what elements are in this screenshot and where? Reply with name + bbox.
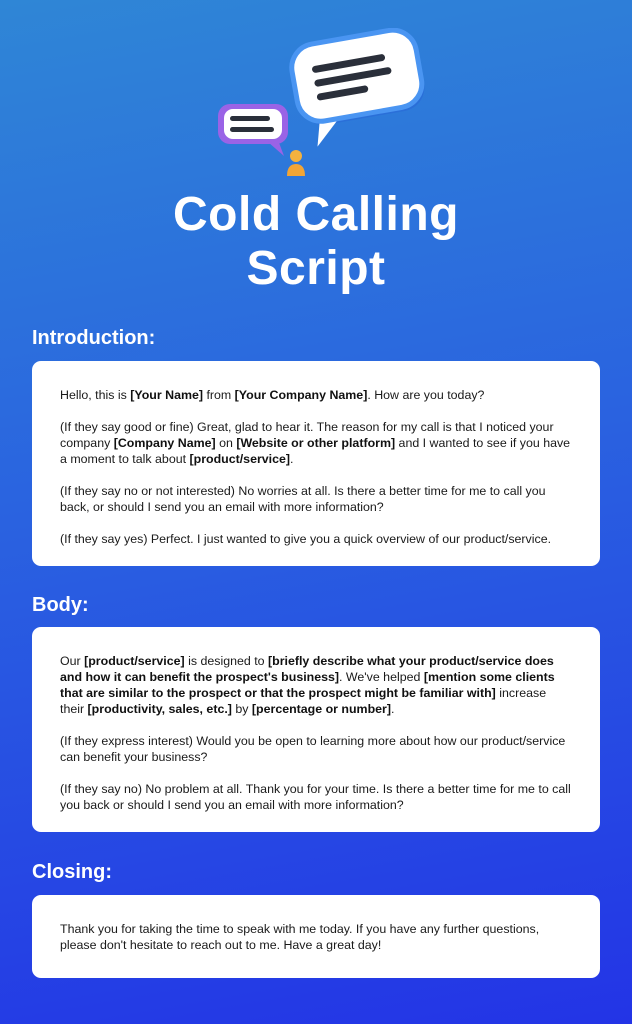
- page-title: [0, 188, 632, 296]
- body-paragraph-1: Our [product/service] is designed to [briefly describe what your product/service does and how it can benefit the prospect's business]. We've helped [mention some clients that are similar to the prospect or that the prospect might be familiar with] increase their [productivity, sales, etc.] by [percentage or number].: [60, 654, 555, 716]
- body-paragraph-3: (If they say no) No problem at all. Thank you for your time. Is there a better time for me to call you back or should I send you an email with more information?: [60, 782, 571, 812]
- closing-heading: Closing:: [32, 861, 112, 883]
- closing-card: [32, 895, 600, 978]
- body-paragraph-2: (If they express interest) Would you be open to learning more about how our product/service can benefit your business?: [60, 734, 566, 764]
- hero-header: [0, 0, 632, 310]
- intro-paragraph-1: Hello, this is [Your Name] from [Your Company Name]. How are you today?: [60, 388, 485, 402]
- title-line-1: Cold Calling: [173, 188, 459, 241]
- closing-paragraph-1: Thank you for taking the time to speak with me today. If you have any further questions, please don't hesitate to reach out to me. Have a great day!: [60, 922, 540, 952]
- body-heading: Body:: [32, 594, 89, 616]
- intro-paragraph-2: (If they say good or fine) Great, glad to hear it. The reason for my call is that I noticed your company [Company Name] on [Website or other platform] and I wanted to see if you have a moment to talk about [product/service].: [60, 420, 571, 466]
- title-line-2: Script: [246, 242, 386, 295]
- chat-bubbles-person-icon: [212, 28, 432, 180]
- body-card: [32, 627, 600, 832]
- intro-paragraph-3: (If they say no or not interested) No worries at all. Is there a better time for me to call you back, or should I send you an email with more information?: [60, 484, 546, 514]
- introduction-card: [32, 361, 600, 566]
- intro-paragraph-4: (If they say yes) Perfect. I just wanted to give you a quick overview of our product/service.: [60, 532, 552, 546]
- introduction-heading: Introduction:: [32, 327, 156, 349]
